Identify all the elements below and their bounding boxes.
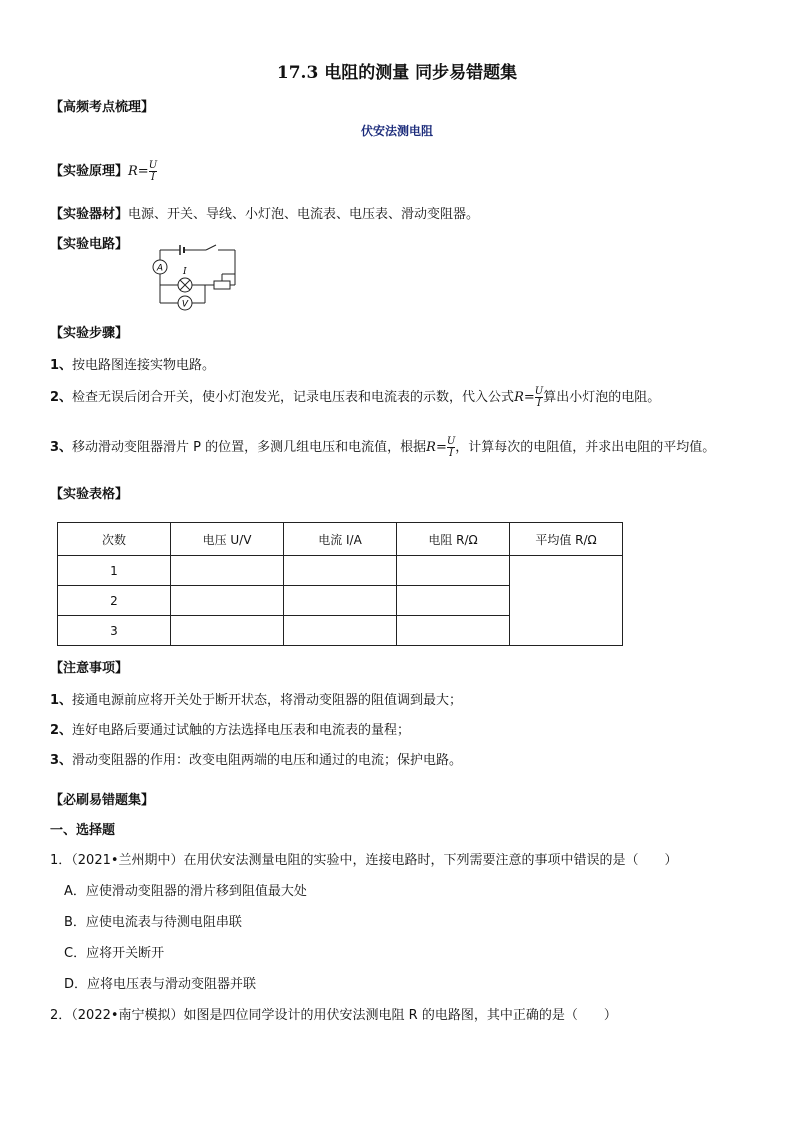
table-header-row xyxy=(58,523,623,556)
equipment-text: 电源、开关、导线、小灯泡、电流表、电压表、滑动变阻器。 xyxy=(128,207,480,222)
question-1: 1．（2021•兰州期中）在用伏安法测量电阻的实验中，连接电路时，下列需要注意的事项中错误的是（ ） xyxy=(50,853,678,868)
circuit-diagram xyxy=(150,240,245,315)
formula-fraction xyxy=(535,386,543,409)
table-cell xyxy=(171,556,284,586)
step-text-end: 算出小灯泡的电阻。 xyxy=(543,390,661,405)
table-header-cell: 平均值 R/Ω xyxy=(510,523,623,556)
note-number: 1、 xyxy=(50,693,73,708)
note-number: 2、 xyxy=(50,723,73,738)
step-number: 2、 xyxy=(50,390,73,405)
option-a[interactable]: A．应使滑动变阻器的滑片移到阻值最大处 xyxy=(64,884,307,899)
current-label: I xyxy=(183,267,187,277)
option-b[interactable]: B．应使电流表与待测电阻串联 xyxy=(64,915,242,930)
table-cell xyxy=(284,556,397,586)
notes-label: 【注意事项】 xyxy=(50,661,129,676)
note-text: 接通电源前应将开关处于断开状态，将滑动变阻器的阻值调到最大； xyxy=(72,693,463,708)
step-3 xyxy=(50,436,715,459)
table-header-cell: 次数 xyxy=(58,523,171,556)
option-d[interactable]: D．应将电压表与滑动变阻器并联 xyxy=(64,977,257,992)
equipment-label: 【实验器材】 xyxy=(50,207,129,222)
step-text-end: ，计算每次的电阻值，并求出电阻的平均值。 xyxy=(455,440,716,455)
page-title: 17.3 电阻的测量 同步易错题集 xyxy=(276,63,518,83)
table-cell xyxy=(397,586,510,616)
fraction-numerator: U xyxy=(534,386,544,397)
step-1 xyxy=(50,354,215,373)
equipment-line xyxy=(50,203,479,222)
table-header-cell: 电阻 R/Ω xyxy=(397,523,510,556)
table-cell xyxy=(284,616,397,646)
table-row xyxy=(58,556,623,586)
average-cell xyxy=(510,556,623,646)
note-1 xyxy=(50,689,462,708)
ammeter-symbol: A xyxy=(156,263,164,274)
row-index: 3 xyxy=(58,616,171,646)
fraction-numerator: U xyxy=(446,436,456,447)
fraction-denominator: I xyxy=(447,447,455,459)
question-2: 2．（2022•南宁模拟）如图是四位同学设计的用伏安法测电阻 R 的电路图，其中正确的是（ ） xyxy=(50,1008,617,1023)
table-header-cell: 电流 I/A xyxy=(284,523,397,556)
note-2 xyxy=(50,719,410,738)
note-text: 连好电路后要通过试触的方法选择电压表和电流表的量程； xyxy=(72,723,411,738)
fraction-denominator: I xyxy=(149,171,157,183)
formula-lhs: R= xyxy=(514,390,535,405)
row-index: 2 xyxy=(58,586,171,616)
topic-subtitle: 伏安法测电阻 xyxy=(360,124,433,138)
voltmeter-symbol: V xyxy=(181,299,189,310)
table-label: 【实验表格】 xyxy=(50,487,129,502)
part-heading: 一、选择题 xyxy=(50,823,116,838)
section-heading-summary: 【高频考点梳理】 xyxy=(50,100,155,115)
experiment-table xyxy=(57,522,623,646)
step-text: 按电路图连接实物电路。 xyxy=(72,358,216,373)
step-text: 检查无误后闭合开关，使小灯泡发光，记录电压表和电流表的示数，代入公式 xyxy=(72,390,515,405)
fraction-denominator: I xyxy=(535,397,543,409)
principle-label: 【实验原理】 xyxy=(50,164,129,179)
steps-label: 【实验步骤】 xyxy=(50,326,129,341)
option-c[interactable]: C．应将开关断开 xyxy=(64,946,165,961)
table-cell xyxy=(397,556,510,586)
table-cell xyxy=(284,586,397,616)
table-cell xyxy=(171,586,284,616)
formula-lhs: R= xyxy=(426,440,447,455)
note-text: 滑动变阻器的作用：改变电阻两端的电压和通过的电流；保护电路。 xyxy=(72,753,463,768)
table-header-cell: 电压 U/V xyxy=(171,523,284,556)
step-number: 1、 xyxy=(50,358,73,373)
step-2 xyxy=(50,386,660,409)
circuit-label: 【实验电路】 xyxy=(50,237,129,252)
section-heading-exercises: 【必刷易错题集】 xyxy=(50,793,155,808)
step-number: 3、 xyxy=(50,440,73,455)
row-index: 1 xyxy=(58,556,171,586)
step-text: 移动滑动变阻器滑片 P 的位置，多测几组电压和电流值，根据 xyxy=(72,440,427,455)
table-cell xyxy=(171,616,284,646)
table-cell xyxy=(397,616,510,646)
principle-lhs: R= xyxy=(128,164,149,179)
principle-line xyxy=(50,160,157,183)
fraction-numerator: U xyxy=(148,160,158,171)
principle-fraction xyxy=(149,160,157,183)
note-number: 3、 xyxy=(50,753,73,768)
note-3 xyxy=(50,749,462,768)
